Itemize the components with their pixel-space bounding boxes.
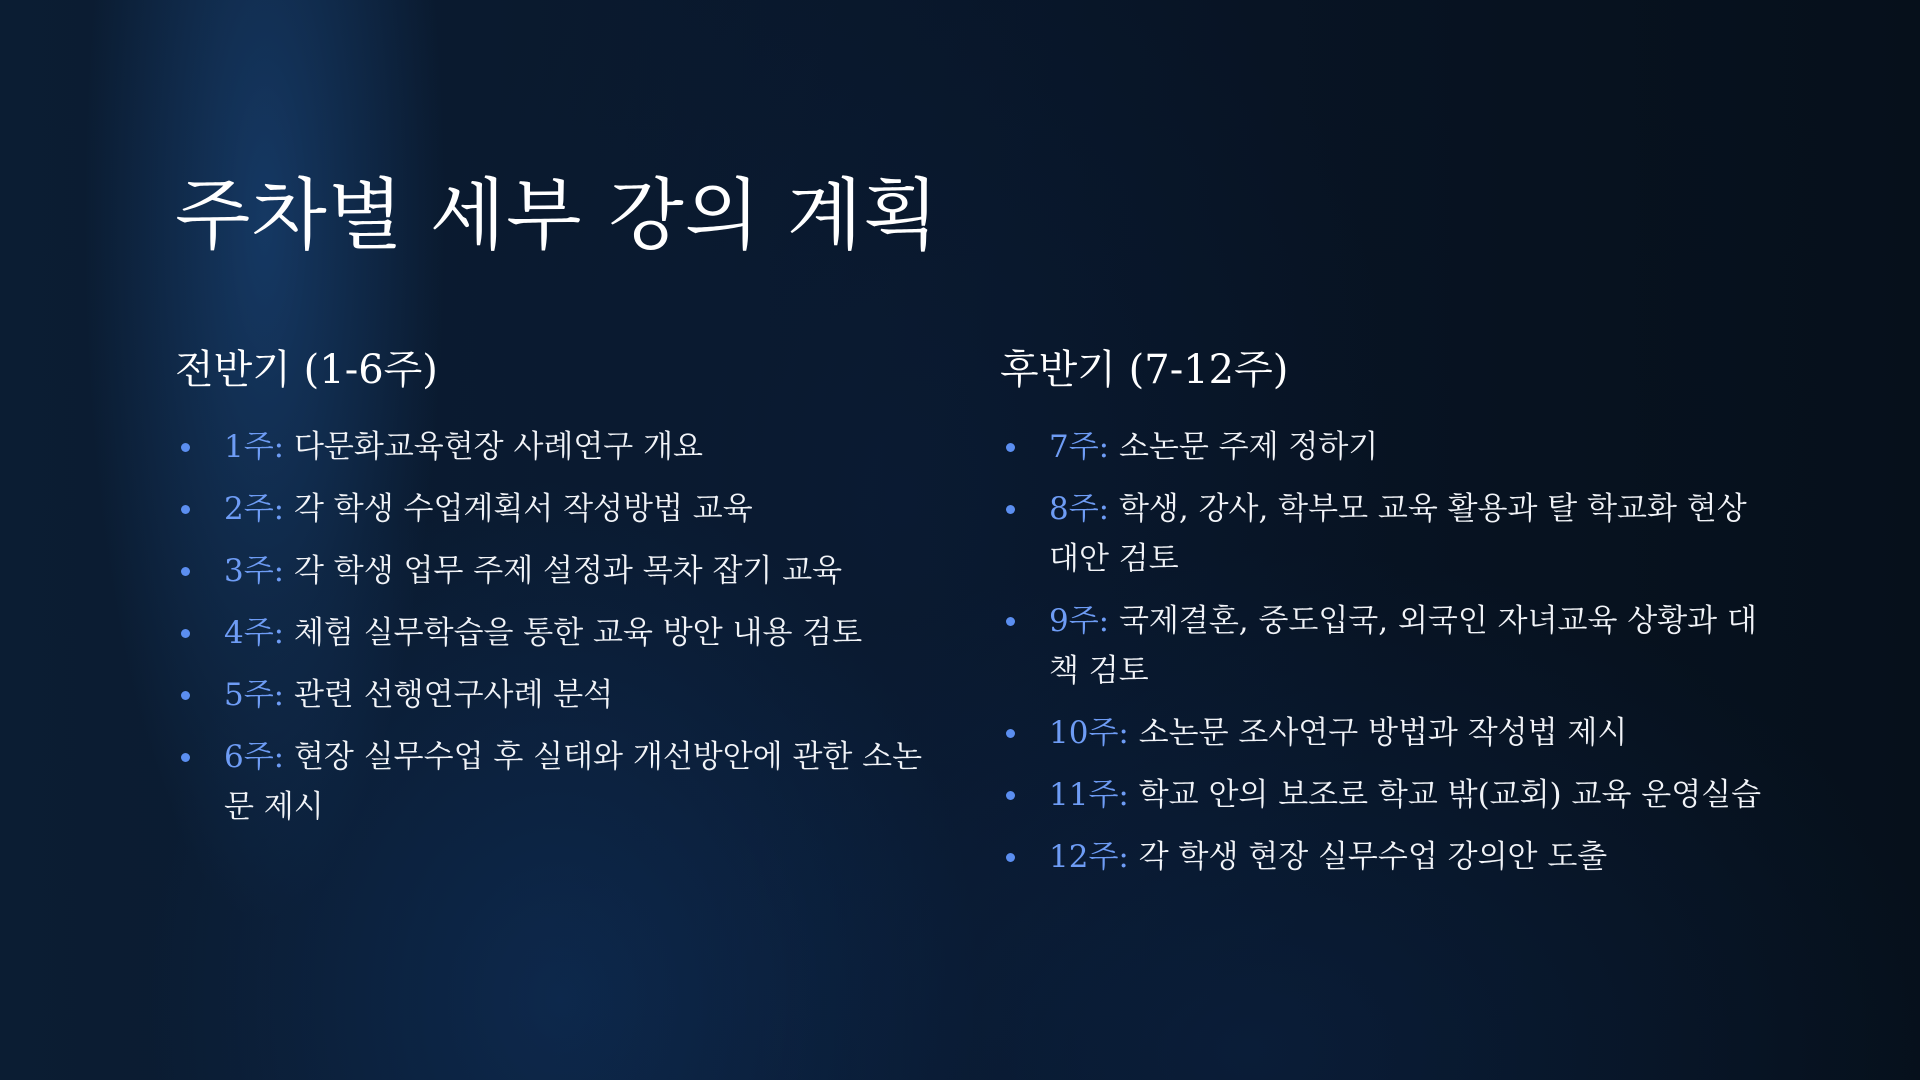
bullet-icon bbox=[181, 443, 190, 452]
second-half-list bbox=[1000, 422, 1760, 882]
week-label: 9주: bbox=[1049, 603, 1110, 639]
bullet-icon bbox=[1006, 791, 1015, 800]
item-text: 소논문 주제 정하기 bbox=[1109, 429, 1379, 465]
item-text: 체험 실무학습을 통한 교육 방안 내용 검토 bbox=[284, 615, 863, 651]
list-item bbox=[1000, 422, 1769, 472]
list-item bbox=[1000, 832, 1769, 882]
list-item bbox=[175, 670, 944, 720]
item-text: 관련 선행연구사례 분석 bbox=[284, 677, 614, 713]
bullet-icon bbox=[1006, 853, 1015, 862]
second-half-heading: 후반기 (7-12주) bbox=[1000, 347, 1289, 393]
item-text: 현장 실무수업 후 실태와 개선방안에 관한 소논문 제시 bbox=[224, 739, 923, 825]
first-half-column bbox=[175, 344, 935, 844]
item-text: 소논문 조사연구 방법과 작성법 제시 bbox=[1128, 715, 1628, 751]
week-label: 12주: bbox=[1049, 839, 1129, 875]
list-item bbox=[175, 422, 944, 472]
bullet-icon bbox=[181, 505, 190, 514]
week-label: 10주: bbox=[1049, 715, 1129, 751]
bullet-icon bbox=[1006, 729, 1015, 738]
bullet-icon bbox=[1006, 505, 1015, 514]
item-text: 학생, 강사, 학부모 교육 활용과 탈 학교화 현상 대안 검토 bbox=[1049, 491, 1747, 577]
bullet-icon bbox=[181, 567, 190, 576]
bullet-icon bbox=[1006, 443, 1015, 452]
bullet-icon bbox=[1006, 617, 1015, 626]
week-label: 11주: bbox=[1049, 777, 1129, 813]
week-label: 2주: bbox=[224, 491, 285, 527]
item-text: 학교 안의 보조로 학교 밖(교회) 교육 운영실습 bbox=[1128, 777, 1762, 813]
list-item bbox=[175, 732, 944, 832]
item-text: 다문화교육현장 사례연구 개요 bbox=[284, 429, 703, 465]
first-half-heading: 전반기 (1-6주) bbox=[175, 347, 438, 393]
list-item bbox=[175, 484, 944, 534]
week-label: 5주: bbox=[224, 677, 285, 713]
first-half-list bbox=[175, 422, 935, 832]
list-item bbox=[1000, 484, 1769, 584]
list-item bbox=[1000, 770, 1769, 820]
slide-title: 주차별 세부 강의 계획 bbox=[175, 171, 940, 261]
list-item bbox=[1000, 596, 1769, 696]
item-text: 각 학생 현장 실무수업 강의안 도출 bbox=[1128, 839, 1608, 875]
list-item bbox=[1000, 708, 1769, 758]
bullet-icon bbox=[181, 691, 190, 700]
week-label: 4주: bbox=[224, 615, 285, 651]
second-half-column bbox=[1000, 344, 1760, 894]
list-item bbox=[175, 608, 944, 658]
week-label: 6주: bbox=[224, 739, 285, 775]
bullet-icon bbox=[181, 753, 190, 762]
week-label: 1주: bbox=[224, 429, 285, 465]
item-text: 각 학생 업무 주제 설정과 목차 잡기 교육 bbox=[284, 553, 843, 589]
week-label: 3주: bbox=[224, 553, 285, 589]
bullet-icon bbox=[181, 629, 190, 638]
item-text: 국제결혼, 중도입국, 외국인 자녀교육 상황과 대책 검토 bbox=[1049, 603, 1757, 689]
week-label: 8주: bbox=[1049, 491, 1110, 527]
item-text: 각 학생 수업계획서 작성방법 교육 bbox=[284, 491, 753, 527]
week-label: 7주: bbox=[1049, 429, 1110, 465]
list-item bbox=[175, 546, 944, 596]
